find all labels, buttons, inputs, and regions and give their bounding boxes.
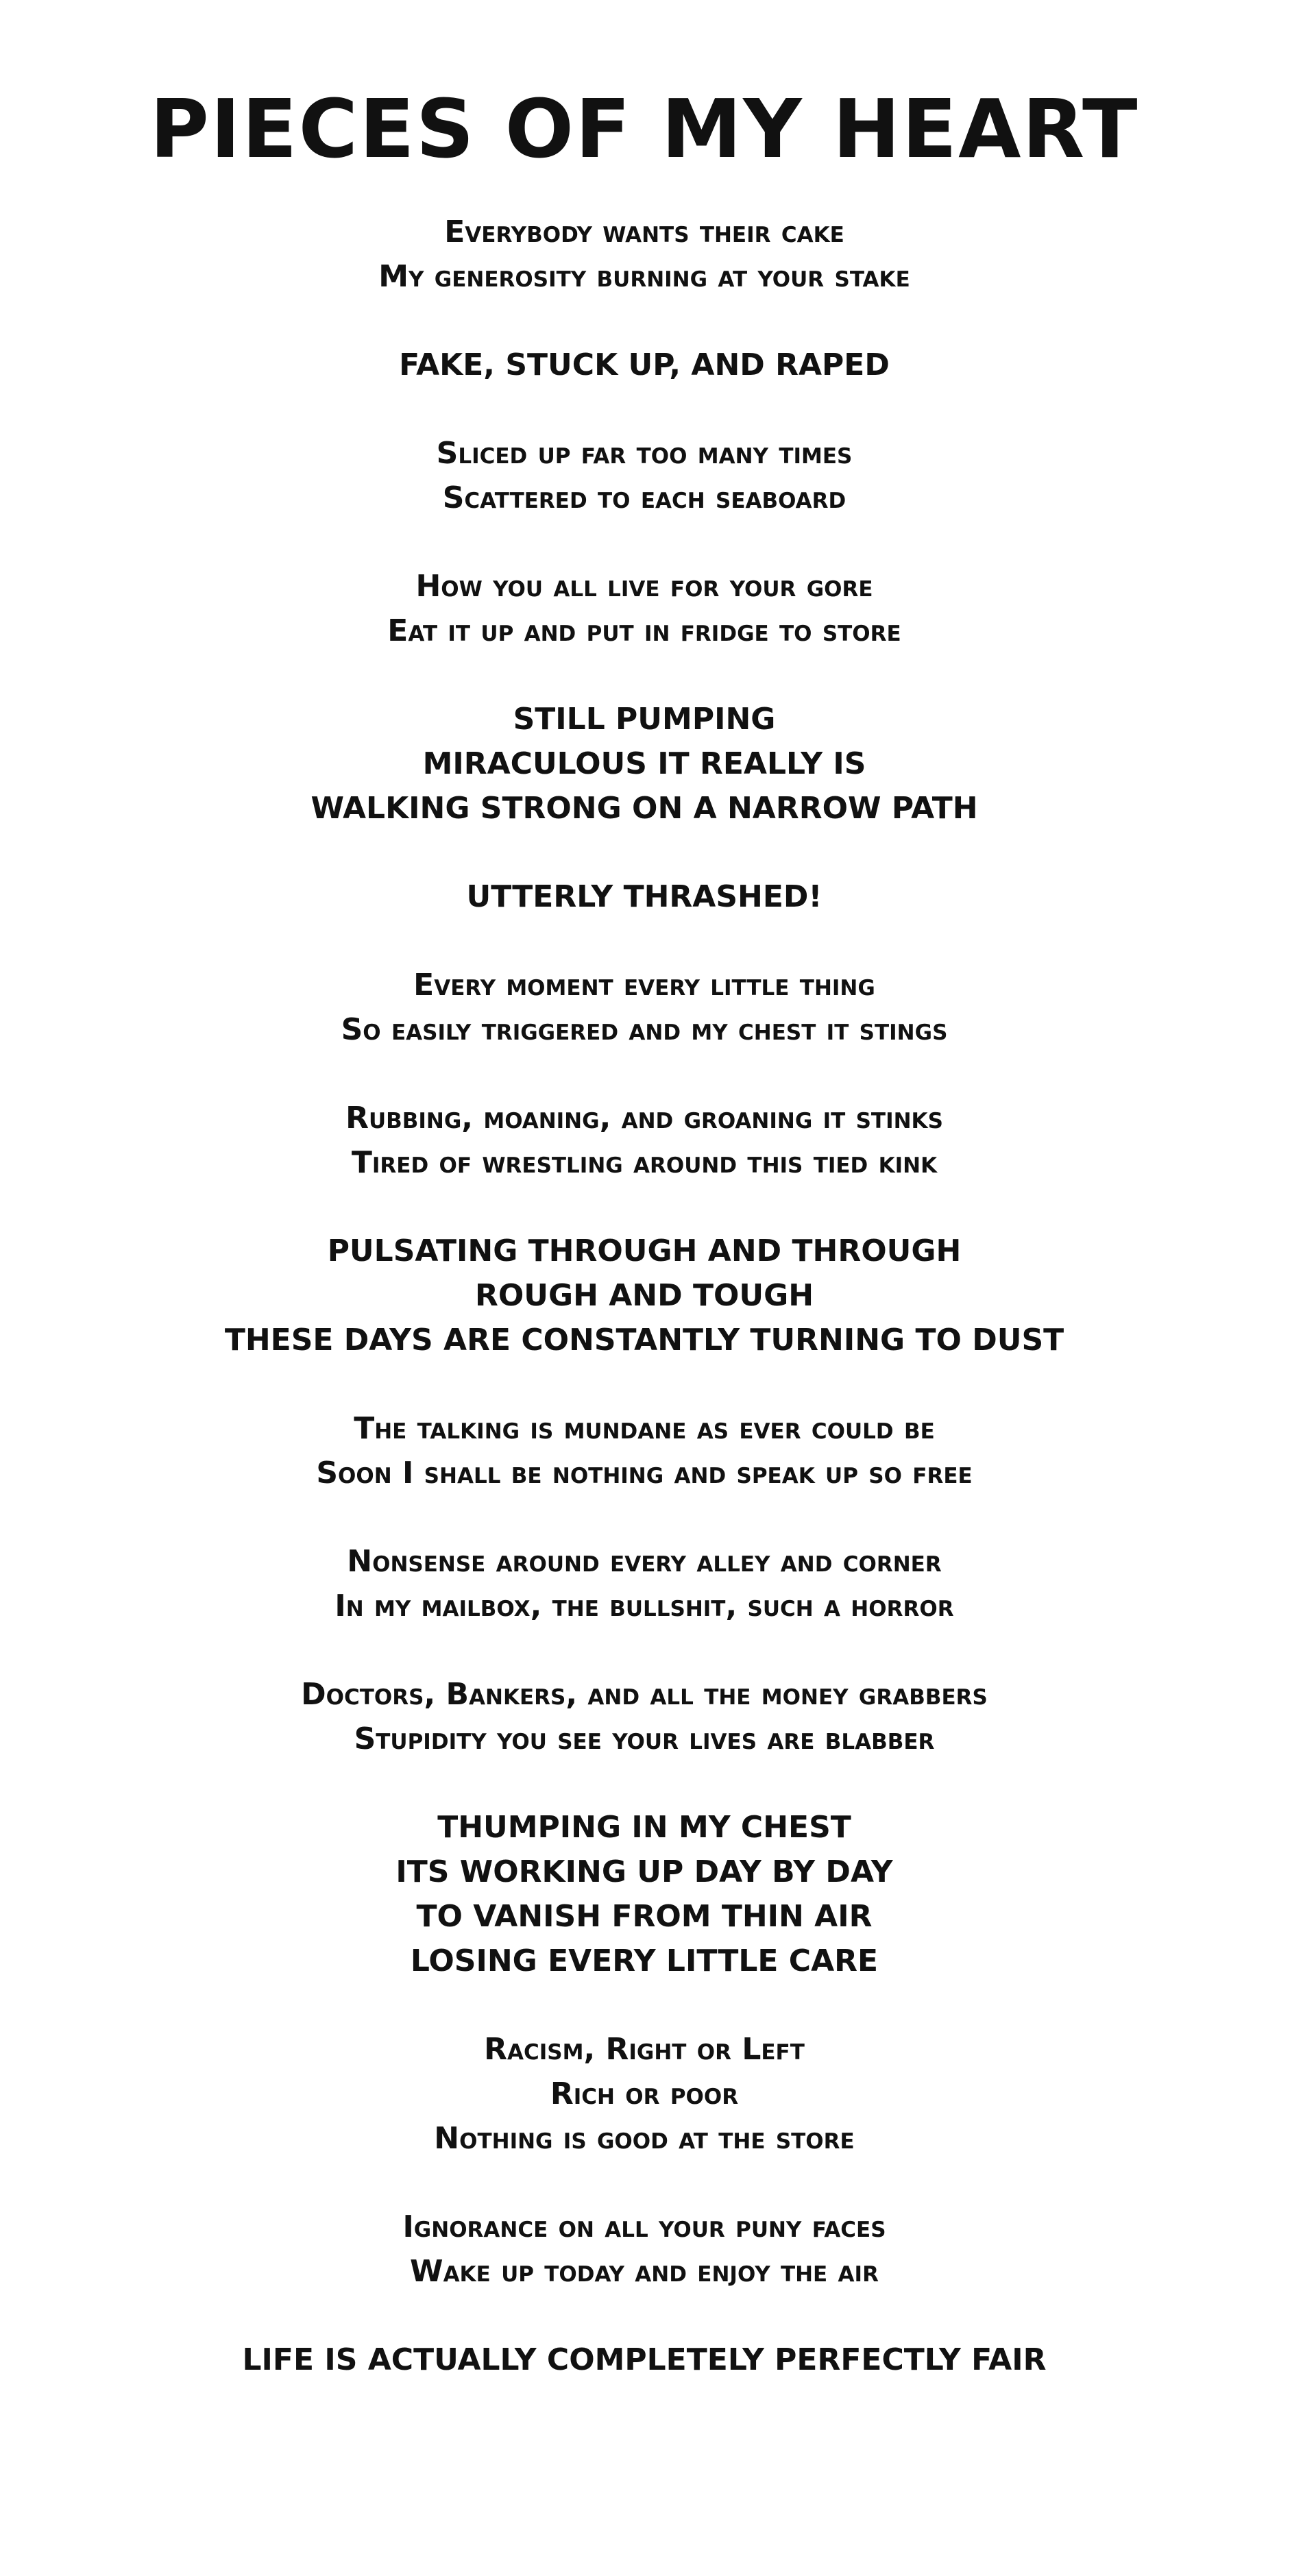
stanza — [0, 2338, 1289, 2382]
poem-line: TO VANISH FROM THIN AIR — [416, 1899, 873, 1934]
stanza — [0, 874, 1289, 919]
poem-line: Scattered to each seaboard — [442, 480, 846, 515]
stanza — [0, 431, 1289, 520]
poem-line: STILL PUMPING — [513, 702, 776, 737]
poem-line: The talking is mundane as ever could be — [354, 1411, 935, 1446]
poem-line: ROUGH AND TOUGH — [474, 1278, 814, 1313]
stanza — [0, 1805, 1289, 1983]
stanza — [0, 1406, 1289, 1495]
poem-line: Eat it up and put in fridge to store — [387, 613, 901, 648]
poem-line: WALKING STRONG ON A NARROW PATH — [310, 791, 978, 826]
stanza — [0, 2205, 1289, 2294]
poem-line: MIRACULOUS IT REALLY IS — [422, 746, 866, 781]
poem-line: So easily triggered and my chest it stings — [341, 1012, 948, 1047]
poem-line: My generosity burning at your stake — [378, 259, 910, 294]
poem-body — [0, 210, 1289, 2426]
poem-line: Sliced up far too many times — [436, 436, 853, 471]
poem-line: In my mailbox, the bullshit, such a horror — [334, 1588, 954, 1623]
stanza — [0, 564, 1289, 653]
stanza — [0, 343, 1289, 387]
poem-line: Nothing is good at the store — [434, 2121, 855, 2156]
stanza — [0, 210, 1289, 299]
poem-line: Ignorance on all your puny faces — [402, 2209, 886, 2244]
poem-line: Rich or poor — [550, 2076, 739, 2111]
stanza — [0, 1539, 1289, 1628]
poem-line: Every moment every little thing — [413, 968, 875, 1003]
poem-line: LOSING EVERY LITTLE CARE — [410, 1943, 879, 1978]
poem-line: UTTERLY THRASHED! — [466, 879, 822, 914]
poem-line: ITS WORKING UP DAY BY DAY — [395, 1854, 893, 1889]
poem-line: Soon I shall be nothing and speak up so free — [316, 1456, 973, 1491]
poem-line: Doctors, Bankers, and all the money grabbers — [301, 1677, 988, 1712]
poem-line: PULSATING THROUGH AND THROUGH — [327, 1234, 962, 1268]
stanza — [0, 1229, 1289, 1362]
stanza — [0, 1096, 1289, 1185]
poem-line: Rubbing, moaning, and groaning it stinks — [345, 1101, 943, 1136]
stanza — [0, 963, 1289, 1052]
poem-line: Tired of wrestling around this tied kink — [351, 1145, 938, 1180]
stanza — [0, 2027, 1289, 2161]
poem-line: Wake up today and enjoy the air — [410, 2254, 879, 2289]
poem-line: THUMPING IN MY CHEST — [437, 1810, 851, 1845]
poem-line: LIFE IS ACTUALLY COMPLETELY PERFECTLY FAIR — [242, 2342, 1047, 2377]
poem-line: How you all live for your gore — [415, 569, 873, 604]
poem-line: FAKE, STUCK UP, AND RAPED — [399, 347, 890, 382]
poem-line: THESE DAYS ARE CONSTANTLY TURNING TO DUST — [224, 1323, 1064, 1358]
stanza — [0, 697, 1289, 831]
poem-line: Stupidity you see your lives are blabber — [354, 1721, 935, 1756]
poem-line: Everybody wants their cake — [444, 214, 844, 249]
poem-title: PIECES OF MY HEART — [149, 82, 1139, 176]
poem-line: Nonsense around every alley and corner — [347, 1544, 942, 1579]
stanza — [0, 1672, 1289, 1761]
poem-line: Racism, Right or Left — [484, 2032, 805, 2067]
